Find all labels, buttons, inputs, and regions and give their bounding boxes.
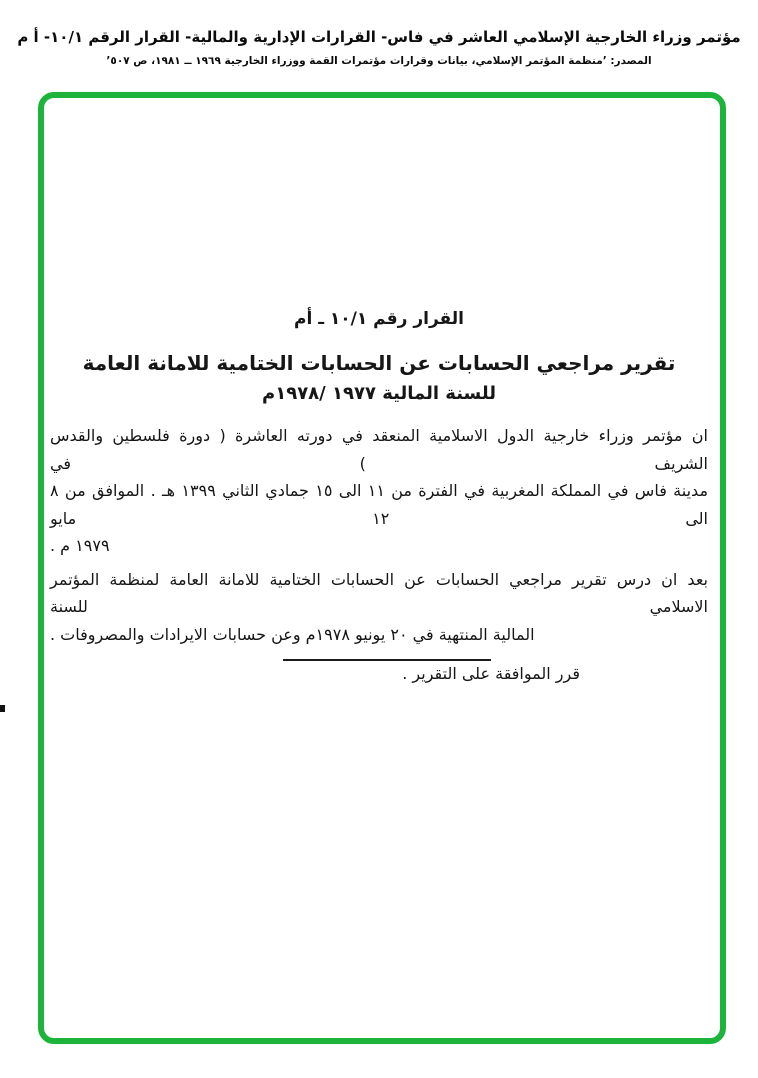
resolution-subtitle: للسنة المالية ١٩٧٧ /١٩٧٨م: [262, 383, 496, 404]
citation-line1: مؤتمر وزراء الخارجية الإسلامي العاشر في فاس- القرارات الإدارية والمالية- القرار الرقم ١٠/١- أ م: [17, 28, 741, 46]
preamble-line-3: ١٩٧٩ م .: [50, 536, 110, 555]
scan-artifact-mark: [0, 705, 5, 712]
preamble-line-1: ان مؤتمر وزراء خارجية الدول الاسلامية المنعقد في دورته العاشرة ( دورة فلسطين والقدس الشريف ) في: [50, 426, 708, 473]
preamble-line-2: مدينة فاس في المملكة المغربية في الفترة من ١١ الى ١٥ جمادي الثاني ١٣٩٩ هـ . الموافق من ٨ الى ١٢ مايو: [50, 481, 709, 528]
preamble-paragraph: [50, 422, 708, 560]
citation-header: [0, 26, 758, 69]
separator-line: [283, 659, 491, 661]
resolution-number-line: القرار رقم ١٠/١ ـ أم: [293, 309, 464, 329]
resolution-title: تقرير مراجعي الحسابات عن الحسابات الختامية للامانة العامة: [82, 351, 676, 375]
consideration-line-2: المالية المنتهية في ٢٠ يونيو ١٩٧٨م وعن حسابات الايرادات والمصروفات .: [50, 624, 535, 644]
resolution-body: [50, 306, 708, 687]
decision-line: قرر الموافقة على التقرير .: [402, 664, 580, 683]
consideration-paragraph: [50, 566, 708, 649]
citation-source-line: المصدر: ’منظمة المؤتمر الإسلامي، بيانات وقرارات مؤتمرات القمة ووزراء الخارجية ١٩٦٩ ــ ١٩٨١، ص ٥٠٧’: [106, 55, 652, 67]
consideration-line-1: بعد ان درس تقرير مراجعي الحسابات عن الحسابات الختامية للامانة العامة لمنظمة المؤتمر الاسلامي للسنة: [50, 569, 708, 616]
